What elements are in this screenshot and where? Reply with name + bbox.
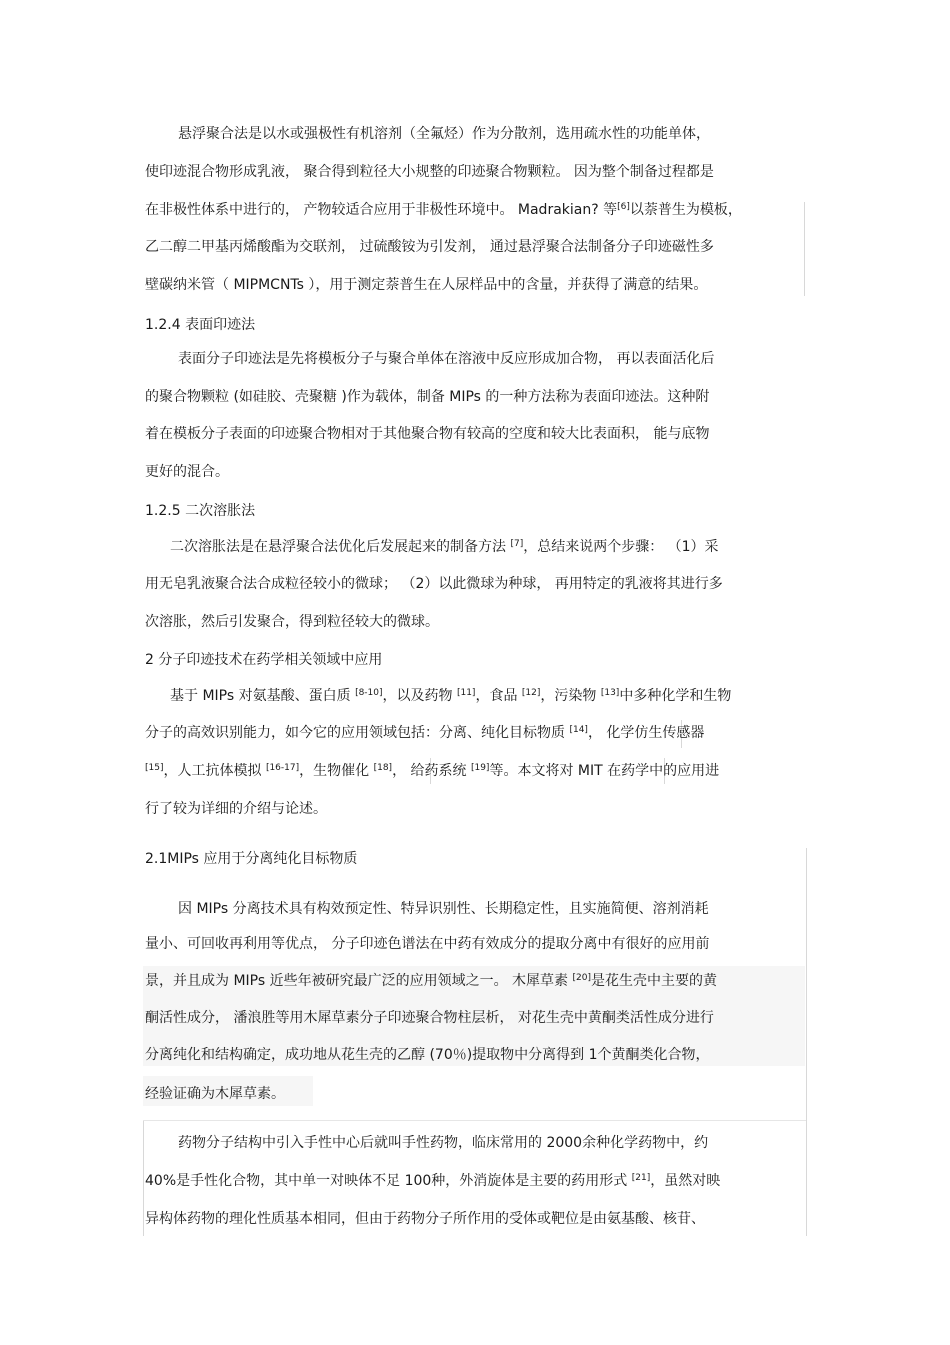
citation: [7] [510,539,524,549]
text-segment: 40%是手性化合物，其中单一对映体不足 100种，外消旋体是主要的药用形式 [145,1173,632,1189]
text-segment: 等。本文将对 MIT 在药学中的应用进 [489,763,720,779]
citation: [21] [631,1173,651,1183]
scan-rule [804,202,805,296]
text-line: 着在模板分子表面的印迹聚合物相对于其他聚合物有较高的空度和较大比表面积， 能与底物 [145,426,710,442]
text-segment: ，食品 [475,688,522,704]
citation: [20] [572,973,591,983]
text-line [145,1171,720,1191]
citation: [16-17] [265,763,300,773]
text-line [145,200,742,220]
text-segment: ，生物催化 [299,763,374,779]
scan-rule [143,1120,144,1236]
text-segment: 以萘普生为模板， [629,202,742,218]
citation: [14] [569,725,588,735]
citation: [19] [470,763,490,773]
text-segment: 基于 MIPs 对氨基酸、蛋白质 [170,688,356,704]
citation: [6] [617,202,630,212]
citation: [12] [521,688,541,698]
section-heading: 2.1MIPs 应用于分离纯化目标物质 [145,851,358,867]
citation: [15] [145,763,164,773]
section-heading: 2 分子印迹技术在药学相关领域中应用 [145,652,383,668]
text-segment: ，虽然对映 [650,1173,721,1189]
text-line [145,761,719,781]
text-segment: 中多种化学和生物 [619,688,732,704]
text-segment: ， 给药系统 [392,763,471,779]
text-segment: ， 化学仿生传感器 [587,725,705,741]
section-heading: 1.2.4 表面印迹法 [145,317,256,333]
text-line: 使印迹混合物形成乳液， 聚合得到粒径大小规整的印迹聚合物颗粒。 因为整个制备过程都是 [145,164,714,180]
text-line [170,686,731,706]
text-segment: 在非极性体系中进行的， 产物较适合应用于非极性环境中。 Madrakian? 等 [145,202,618,218]
text-line [170,537,719,557]
text-segment: ，总结来说两个步骤： （1）采 [523,539,719,555]
text-line: 更好的混合。 [145,464,229,480]
text-line: 量小、可回收再利用等优点， 分子印迹色谱法在中药有效成分的提取分离中有很好的应用前 [145,936,710,952]
citation: [13] [600,688,620,698]
text-line: 因 MIPs 分离技术具有构效预定性、特异识别性、长期稳定性，且实施简便、溶剂消耗 [178,901,709,917]
text-line: 异构体药物的理化性质基本相同，但由于药物分子所作用的受体或靶位是由氨基酸、核苷、 [145,1211,705,1227]
text-line: 壁碳纳米管（ MIPMCNTs ），用于测定萘普生在人尿样品中的含量，并获得了满意的结果。 [145,277,708,293]
text-segment: ，人工抗体模拟 [163,763,266,779]
text-line: 用无皂乳液聚合法合成粒径较小的微球； （2）以此微球为种球， 再用特定的乳液将其进行多 [145,576,723,592]
text-line: 的聚合物颗粒 (如硅胶、壳聚糖 )作为载体，制备 MIPs 的一种方法称为表面印迹法。这种附 [145,389,710,405]
text-line: 乙二醇二甲基丙烯酸酯为交联剂， 过硫酸铵为引发剂， 通过悬浮聚合法制备分子印迹磁性多 [145,239,714,255]
scan-rule [143,1120,806,1121]
citation: [8-10] [355,688,383,698]
text-segment: 景，并且成为 MIPs 近些年被研究最广泛的应用领域之一。 木犀草素 [145,973,573,989]
text-line: 分离纯化和结构确定，成功地从花生壳的乙醇 (70％)提取物中分离得到 1个黄酮类化合物， [145,1047,710,1063]
text-line: 酮活性成分， 潘浪胜等用木犀草素分子印迹聚合物柱层析， 对花生壳中黄酮类活性成分进行 [145,1010,714,1026]
text-segment: 二次溶胀法是在悬浮聚合法优化后发展起来的制备方法 [170,539,511,555]
text-line: 表面分子印迹法是先将模板分子与聚合单体在溶液中反应形成加合物， 再以表面活化后 [178,351,715,367]
text-line: 行了较为详细的介绍与论述。 [145,801,327,817]
text-line [145,971,717,991]
text-segment: 是花生壳中主要的黄 [590,973,717,989]
text-line: 药物分子结构中引入手性中心后就叫手性药物，临床常用的 2000余种化学药物中，约 [178,1135,709,1151]
text-segment: 分子的高效识别能力，如今它的应用领域包括：分离、纯化目标物质 [145,725,570,741]
section-heading: 1.2.5 二次溶胀法 [145,503,256,519]
citation: [18] [373,763,393,773]
scan-rule [806,848,807,1236]
text-line: 次溶胀，然后引发聚合，得到粒径较大的微球。 [145,614,439,630]
text-line: 悬浮聚合法是以水或强极性有机溶剂（全氟烃）作为分散剂，选用疏水性的功能单体， [178,126,710,142]
text-line [145,723,704,743]
text-segment: ，以及药物 [382,688,457,704]
text-line: 经验证确为木犀草素。 [145,1086,285,1102]
citation: [11] [456,688,476,698]
text-segment: ，污染物 [540,688,601,704]
